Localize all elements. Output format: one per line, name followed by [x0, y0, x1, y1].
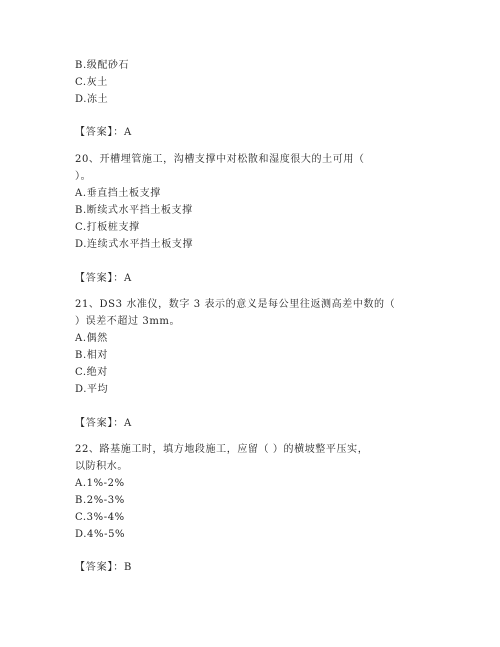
q21-option-c: C.绝对: [75, 367, 108, 378]
q20-option-a: A.垂直挡土板支撑: [75, 188, 161, 199]
q22-option-a: A.1%-2%: [75, 478, 125, 489]
q20-option-d: D.连续式水平挡土板支撑: [75, 239, 194, 250]
q19-answer: 【答案】：A: [75, 127, 133, 138]
q20-answer: 【答案】：A: [75, 273, 133, 284]
q21-stem-line2: ）误差不超过 3mm。: [75, 316, 181, 327]
q22-stem-line1: 22、路基施工时，填方地段施工，应留（ ）的横坡整平压实，: [75, 444, 369, 455]
q22-option-c: C.3%-4%: [75, 512, 125, 523]
q22-option-b: B.2%-3%: [75, 495, 125, 506]
q21-option-d: D.平均: [75, 384, 109, 395]
q21-option-a: A.偶然: [75, 333, 108, 344]
q21-answer: 【答案】：A: [75, 418, 133, 429]
q22-answer: 【答案】：B: [75, 562, 133, 573]
q19-option-c: C.灰土: [75, 77, 108, 88]
q22-option-d: D.4%-5%: [75, 529, 126, 540]
q20-stem-line2: ）。: [75, 171, 92, 182]
q20-option-b: B.断续式水平挡土板支撑: [75, 205, 193, 216]
q19-option-d: D.冻土: [75, 94, 109, 105]
q21-option-b: B.相对: [75, 350, 108, 361]
q19-option-b: B.级配砂石: [75, 60, 130, 71]
q20-option-c: C.打板桩支撑: [75, 222, 140, 233]
q21-stem-line1: 21、DS3 水准仪，数字 3 表示的意义是每公里往返测高差中数的（: [75, 299, 396, 310]
q20-stem-line1: 20、开槽埋管施工，沟槽支撑中对松散和湿度很大的土可用（: [75, 154, 365, 165]
q22-stem-line2: 以防积水。: [75, 461, 128, 472]
